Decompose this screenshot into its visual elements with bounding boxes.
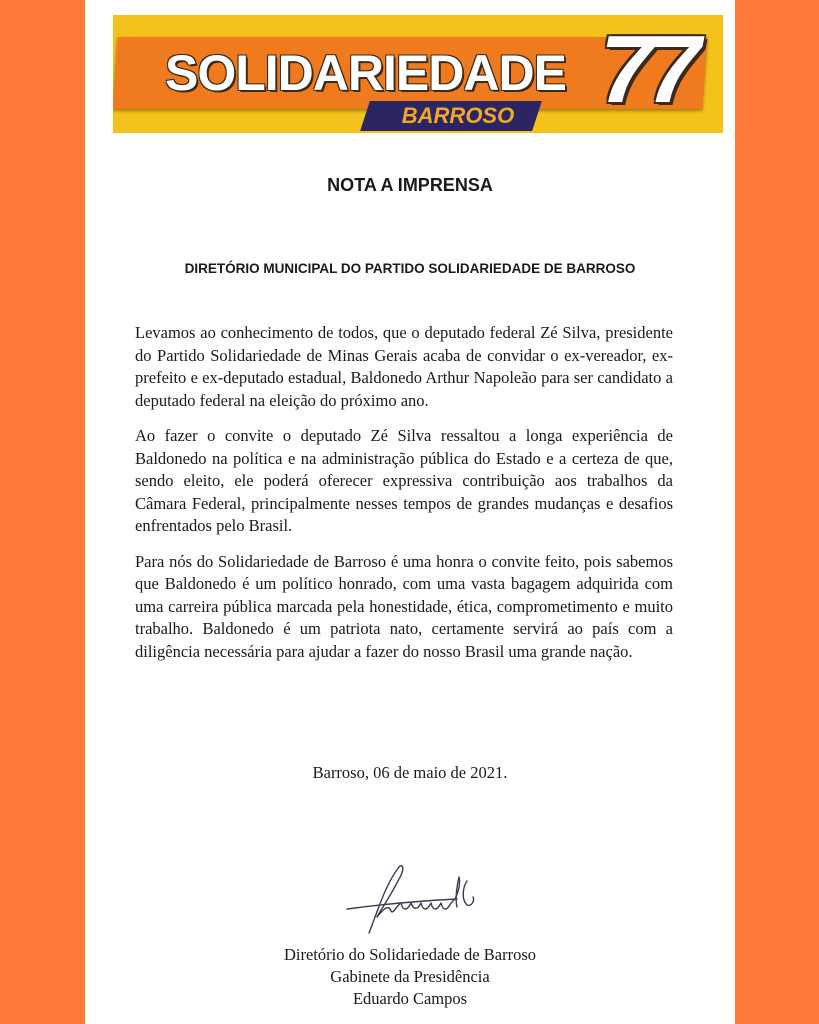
document-title: NOTA A IMPRENSA <box>327 175 493 195</box>
paragraph: Ao fazer o convite o deputado Zé Silva ressaltou a longa experiência de Baldonedo na política e na administração pública do Estado e a certeza de que, sendo eleito, ele poderá oferecer expressiva contribuição aos trabalhos da Câmara Federal, principalmente nesses tempos de grandes mudanças e desafios enfrentados pelo Brasil. <box>135 426 673 535</box>
paragraph: Para nós do Solidariedade de Barroso é uma honra o convite feito, pois sabemos que Baldonedo é um político honrado, com uma vasta bagagem adquirida com uma carreira pública marcada pela honestidade, ética, comprometimento e muito trabalho. Baldonedo é um patriota nato, certamente servirá ao país com a diligência necessária para ajudar a fazer do nosso Brasil uma grande nação. <box>135 551 673 661</box>
signoff-line: Gabinete da Presidência <box>330 967 490 986</box>
signoff-block <box>85 944 735 1010</box>
party-banner <box>113 15 723 133</box>
document-body <box>135 322 673 676</box>
brand-name: SOLIDARIEDADE <box>165 45 566 101</box>
paragraph: Levamos ao conhecimento de todos, que o deputado federal Zé Silva, presidente do Partido Solidariedade de Minas Gerais acaba de convidar o ex-vereador, ex-prefeito e ex-deputado estadual, Baldonedo Arthur Napoleão para ser candidato a deputado federal na eleição do próximo ano. <box>135 323 673 410</box>
brand-number: 77 <box>600 16 695 123</box>
document-date: Barroso, 06 de maio de 2021. <box>312 763 508 782</box>
document-subtitle: DIRETÓRIO MUNICIPAL DO PARTIDO SOLIDARIEDADE DE BARROSO <box>184 261 636 276</box>
brand-city: BARROSO <box>401 103 515 128</box>
signoff-name: Eduardo Campos <box>352 989 468 1008</box>
document-page <box>85 0 735 1024</box>
signature-icon <box>307 855 487 945</box>
signoff-line: Diretório do Solidariedade de Barroso <box>283 945 536 964</box>
